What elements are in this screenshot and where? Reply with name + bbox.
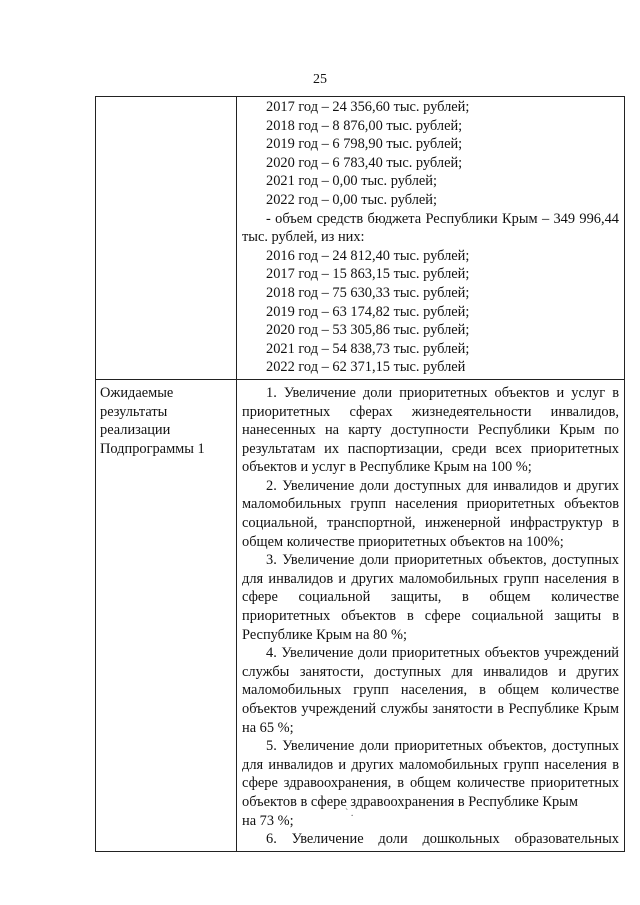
year-line: 2017 год – 24 356,60 тыс. рублей;: [266, 99, 470, 115]
year-line: 2022 год – 62 371,15 тыс. рублей: [266, 359, 466, 376]
year-line: 2018 год – 8 876,00 тыс. рублей;: [266, 117, 463, 134]
result-item-1: 1. Увеличение доли приоритетных объектов и услуг в приоритетных сферах жизнедеятельности инвалидов, нанесенных на карту доступности Республики Крым по результатам их паспортизации, среди всех приоритетных объектов и услуг в Республике Крым на 100 %;: [242, 384, 619, 476]
scan-mark: ` .: [345, 808, 354, 819]
year-line: 2017 год – 15 863,15 тыс. рублей;: [266, 266, 470, 283]
year-line: 2016 год – 24 812,40 тыс. рублей;: [266, 247, 470, 264]
result-item-5: 5. Увеличение доли приоритетных объектов, доступных для инвалидов и других маломобильных групп населения в сфере здравоохранения, в общем количестве приоритетных объектов в сфере здравоохранения в Республике Крым: [242, 738, 619, 810]
label-line: реализации: [100, 422, 171, 439]
label-line: Ожидаемые: [100, 384, 174, 401]
year-line: 2019 год – 6 798,90 тыс. рублей;: [266, 136, 463, 153]
table-row-financing: [96, 97, 625, 380]
table-row-expected-results: [96, 379, 625, 851]
expected-results-label: [96, 379, 237, 851]
result-item-4: 4. Увеличение доли приоритетных объектов учреждений службы занятости, доступных для инвалидов и других маломобильных групп населения, в общем количестве объектов учреждений службы занятости в Республике Крым на 65 %;: [242, 645, 619, 736]
row-label-empty: [96, 97, 237, 380]
year-line: 2019 год – 63 174,82 тыс. рублей;: [266, 303, 470, 320]
result-item-3: 3. Увеличение доли приоритетных объектов, доступных для инвалидов и других маломобильных групп населения в сфере социальной защиты, в общем количестве приоритетных объектов в сфере социальной защиты в Республике Крым на 80 %;: [242, 552, 619, 643]
year-line: 2022 год – 0,00 тыс. рублей;: [266, 191, 437, 208]
budget-intro: - объем средств бюджета Республики Крым – 349 996,44 тыс. рублей, из них:: [242, 210, 619, 246]
page-number: 25: [313, 72, 327, 87]
year-line: 2020 год – 53 305,86 тыс. рублей;: [266, 322, 470, 339]
year-line: 2021 год – 0,00 тыс. рублей;: [266, 173, 437, 190]
program-table: [95, 96, 625, 852]
expected-results-cell: [237, 379, 625, 851]
financing-cell: [237, 97, 625, 380]
year-line: 2020 год – 6 783,40 тыс. рублей;: [266, 154, 463, 171]
year-line: 2018 год – 75 630,33 тыс. рублей;: [266, 284, 470, 301]
year-line: 2021 год – 54 838,73 тыс. рублей;: [266, 340, 470, 357]
result-item-5-tail: на 73 %;: [242, 812, 294, 829]
result-item-6-start: 6. Увеличение доли дошкольных образовательных: [266, 831, 619, 848]
label-line: Подпрограммы 1: [100, 440, 205, 457]
result-item-2: 2. Увеличение доли доступных для инвалидов и других маломобильных групп населения приоритетных объектов социальной, транспортной, инженерной инфраструктур в общем количестве приоритетных объектов на 100%;: [242, 477, 619, 550]
label-line: результаты: [100, 403, 168, 420]
